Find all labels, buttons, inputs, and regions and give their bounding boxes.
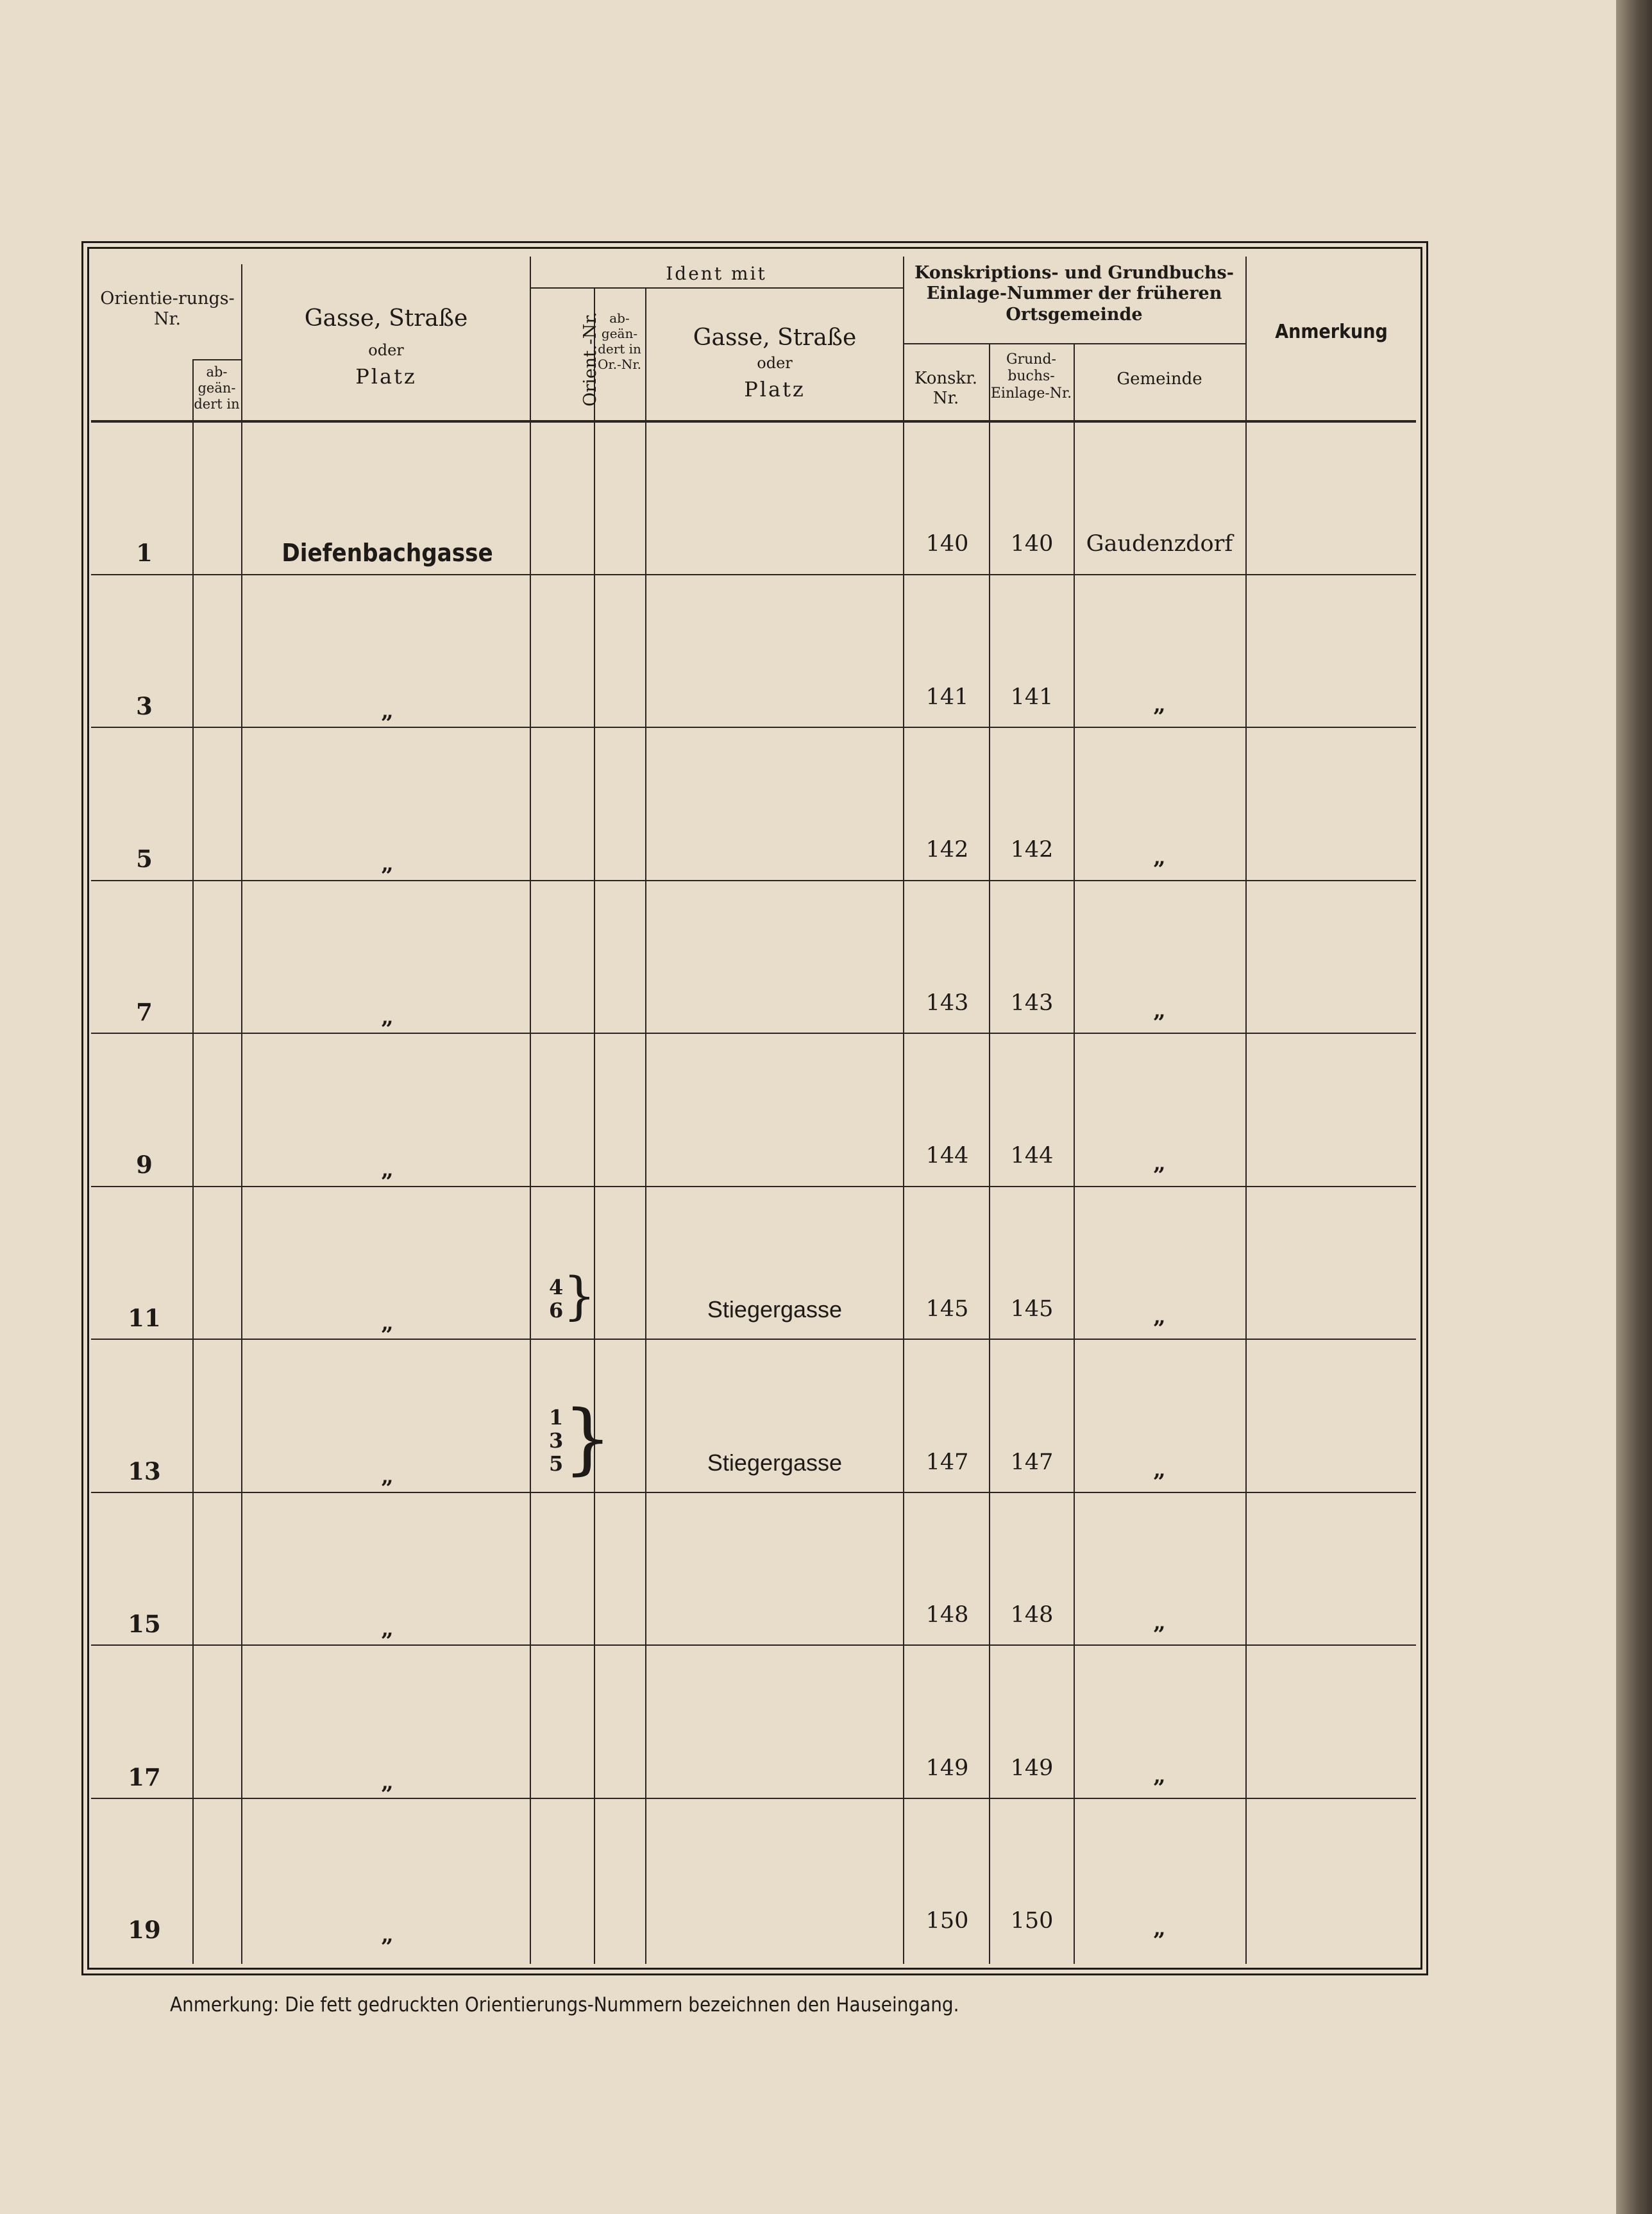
header-gasse-oder: oder	[368, 341, 404, 359]
orient-number: 19	[128, 1916, 161, 1944]
konskr-number: 148	[925, 1602, 969, 1628]
gemeinde-name: „	[1153, 1151, 1166, 1176]
street-name: „	[381, 1464, 394, 1489]
col-rule-ident-orient	[594, 287, 595, 1964]
rule-orient-sub	[192, 359, 241, 360]
orient-number: 7	[136, 998, 153, 1026]
orient-number: 5	[136, 845, 153, 873]
konskr-number: 147	[925, 1449, 969, 1475]
row-rule	[91, 1798, 1245, 1799]
ident-street-name: Stiegergasse	[707, 1449, 843, 1476]
header-ident-gasse: Gasse, Straße	[693, 325, 857, 351]
street-name: „	[381, 1004, 394, 1030]
page-edge	[1616, 0, 1652, 2214]
orient-number: 1	[136, 539, 153, 567]
col-rule-gemeinde	[1245, 257, 1247, 1964]
gemeinde-name: „	[1153, 1457, 1166, 1483]
row-rule	[1245, 880, 1416, 881]
einlage-number: 141	[1010, 684, 1054, 710]
brace-icon: }	[563, 1394, 612, 1483]
gemeinde-name: „	[1153, 692, 1166, 718]
header-ident-changed: ab-geän-dert in Or.-Nr.	[597, 310, 642, 372]
row-rule	[91, 1033, 1245, 1034]
orient-number: 15	[128, 1610, 161, 1638]
header-gasse: Gasse, Straße	[304, 305, 468, 332]
row-rule	[1245, 1033, 1416, 1034]
row-rule	[91, 880, 1245, 881]
einlage-number: 149	[1010, 1755, 1054, 1781]
header-gasse-platz: Platz	[355, 364, 417, 389]
header-ident-oder: oder	[757, 354, 793, 372]
col-rule-orient	[241, 264, 242, 1964]
row-rule	[91, 1339, 1245, 1340]
row-rule	[1245, 727, 1416, 728]
header-konskr-group: Konskriptions- und Grundbuchs-Einlage-Nummer der früheren Ortsgemeinde	[914, 263, 1234, 325]
rule-konskr-sub	[903, 343, 1245, 344]
gemeinde-name: „	[1153, 1916, 1166, 1941]
street-name: „	[381, 851, 394, 877]
register-table	[87, 247, 1422, 1970]
konskr-number: 144	[925, 1143, 969, 1169]
ident-orient-numbers: 4 6	[549, 1275, 564, 1322]
gemeinde-name: Gaudenzdorf	[1086, 531, 1233, 557]
orient-number: 17	[128, 1763, 161, 1791]
konskr-number: 141	[925, 684, 969, 710]
header-orient-changed: ab-geän-dert in	[194, 364, 240, 412]
brace-icon: }	[563, 1266, 596, 1326]
gemeinde-name: „	[1153, 845, 1166, 870]
row-rule	[91, 727, 1245, 728]
header-ident-orient: Orient.-Nr.	[580, 312, 600, 407]
col-rule-ident-changed	[645, 287, 646, 1964]
einlage-number: 150	[1010, 1908, 1054, 1934]
col-rule-ident-gasse	[903, 257, 904, 1964]
header-anmerkung: Anmerkung	[1275, 321, 1388, 343]
row-rule	[91, 574, 1245, 575]
street-name: „	[381, 1922, 394, 1948]
row-rule	[1245, 1492, 1416, 1493]
konskr-number: 150	[925, 1908, 969, 1934]
header-einlage-nr: Grund-buchs-Einlage-Nr.	[990, 351, 1072, 401]
street-name: „	[381, 1157, 394, 1183]
gemeinde-name: „	[1153, 1304, 1166, 1330]
row-rule	[1245, 1339, 1416, 1340]
street-name: „	[381, 698, 394, 724]
header-orient: Orientie-rungs-Nr.	[100, 289, 235, 330]
col-rule-gasse	[530, 257, 531, 1964]
konskr-number: 149	[925, 1755, 969, 1781]
einlage-number: 140	[1010, 531, 1054, 557]
ident-street-name: Stiegergasse	[707, 1296, 843, 1322]
konskr-number: 143	[925, 990, 969, 1016]
gemeinde-name: „	[1153, 998, 1166, 1024]
footnote: Anmerkung: Die fett gedruckten Orientierungs-Nummern bezeichnen den Hauseingang.	[170, 1993, 959, 2016]
col-rule-changed	[192, 359, 194, 1964]
orient-number: 3	[136, 692, 153, 720]
row-rule	[1245, 574, 1416, 575]
orient-number: 11	[128, 1304, 161, 1332]
row-rule	[1245, 1644, 1416, 1646]
header-gemeinde: Gemeinde	[1117, 369, 1202, 389]
row-rule	[91, 1186, 1245, 1187]
street-name: Diefenbachgasse	[282, 539, 493, 567]
street-name: „	[381, 1616, 394, 1642]
gemeinde-name: „	[1153, 1763, 1166, 1789]
konskr-number: 140	[925, 531, 969, 557]
einlage-number: 143	[1010, 990, 1054, 1016]
street-name: „	[381, 1770, 394, 1795]
row-rule	[91, 1492, 1245, 1493]
einlage-number: 145	[1010, 1296, 1054, 1322]
konskr-number: 142	[925, 837, 969, 863]
street-name: „	[381, 1310, 394, 1336]
row-rule	[91, 1644, 1245, 1646]
konskr-number: 145	[925, 1296, 969, 1322]
einlage-number: 147	[1010, 1449, 1054, 1475]
header-ident-mit: Ident mit	[666, 263, 767, 284]
einlage-number: 148	[1010, 1602, 1054, 1628]
rule-header-bottom	[91, 420, 1416, 423]
gemeinde-name: „	[1153, 1610, 1166, 1635]
orient-number: 13	[128, 1457, 161, 1485]
row-rule	[1245, 1186, 1416, 1187]
row-rule	[1245, 1798, 1416, 1799]
orient-number: 9	[136, 1151, 153, 1179]
einlage-number: 144	[1010, 1143, 1054, 1169]
header-konskr-nr: Konskr. Nr.	[914, 369, 978, 409]
header-ident-platz: Platz	[744, 377, 805, 401]
einlage-number: 142	[1010, 837, 1054, 863]
ident-orient-numbers: 1 3 5	[549, 1405, 564, 1476]
